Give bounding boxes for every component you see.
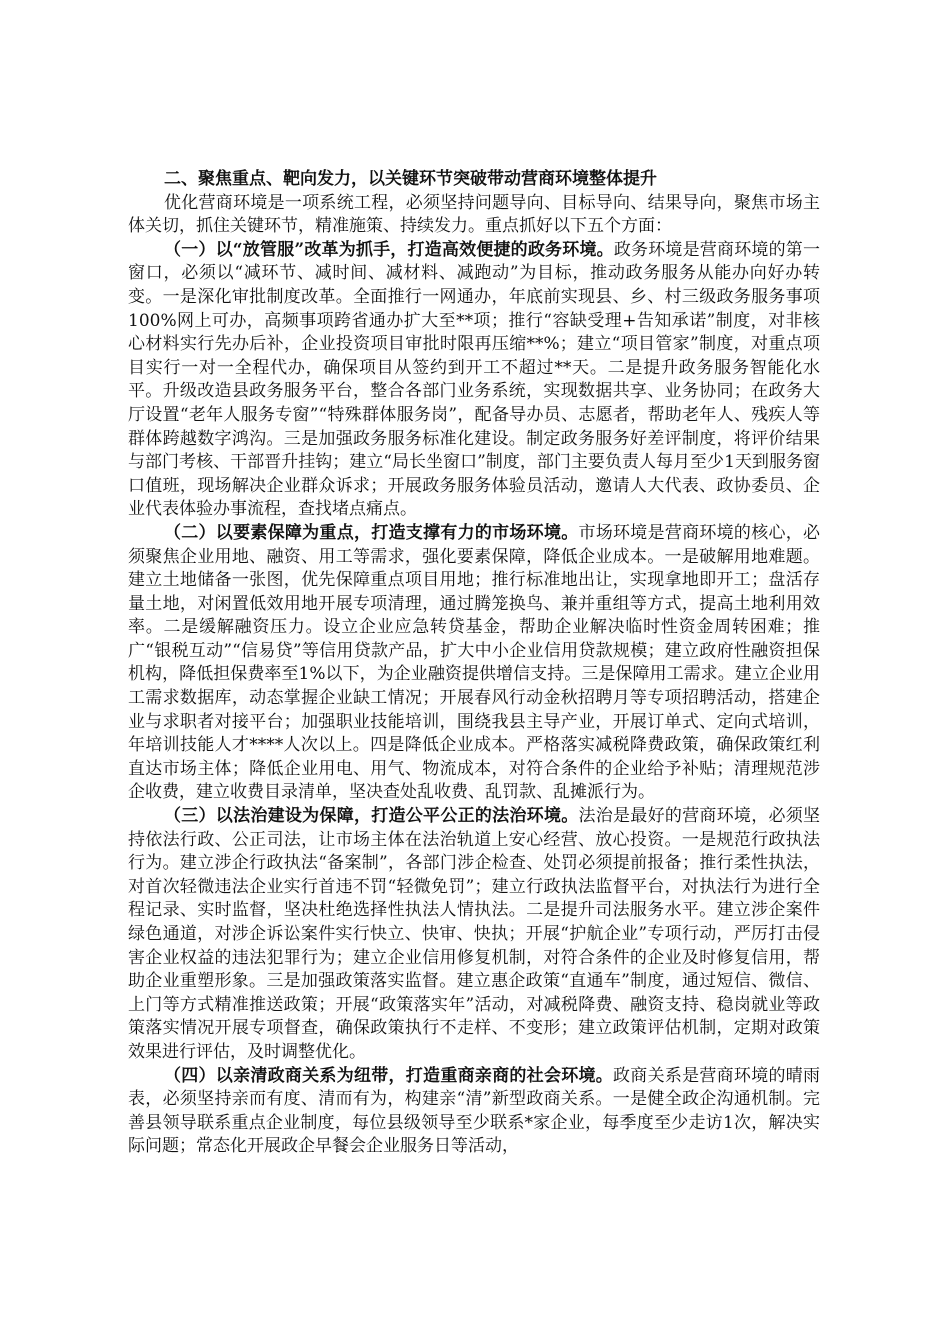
- paragraph-lead: （二）以要素保障为重点，打造支撑有力的市场环境。: [164, 522, 579, 543]
- paragraph-section-3: [128, 805, 820, 1065]
- paragraph-body: 政商关系是营商环境的晴雨表，必须坚持亲而有度、清而有为，构建亲“清”新型政商关系。一是健全政企沟通机制。完善县领导联系重点企业制度，每位县级领导至少联系*家企业，每季度至少走访1次，解决实际问题；常态化开展政企早餐会企业服务日等活动，: [128, 1065, 821, 1157]
- paragraph-body: 政务环境是营商环境的第一窗口，必须以“减环节、减时间、减材料、减跑动”为目标，推动政务服务从能办向好办转变。一是深化审批制度改革。全面推行一网通办，年底前实现县、乡、村三级政务服务事项100%网上可办，高频事项跨省通办扩大至**项；推行“容缺受理+告知承诺”制度，对非核心材料实行先办后补，企业投资项目审批时限再压缩**%；建立“项目管家”制度，对重点项目实行一对一全程代办，确保项目从签约到开工不超过**天。二是提升政务服务智能化水平。升级改造县政务服务平台，整合各部门业务系统，实现数据共享、业务协同；在政务大厅设置“老年人服务专窗”“特殊群体服务岗”，配备导办员、志愿者，帮助老年人、残疾人等群体跨越数字鸿沟。三是加强政务服务标准化建设。制定政务服务好差评制度，将评价结果与部门考核、干部晋升挂钩；建立“局长坐窗口”制度，部门主要负责人每月至少1天到服务窗口值班，现场解决企业群众诉求；开展政务服务体验员活动，邀请人大代表、政协委员、企业代表体验办事流程，查找堵点痛点。: [128, 239, 820, 520]
- section-heading: 二、聚焦重点、靶向发力，以关键环节突破带动营商环境整体提升: [164, 169, 657, 189]
- paragraph-lead: （一）以“放管服”改革为抓手，打造高效便捷的政务环境。: [164, 239, 614, 260]
- paragraph-section-2: [128, 522, 820, 805]
- paragraph-body: 法治是最好的营商环境，必须坚持依法行政、公正司法，让市场主体在法治轨道上安心经营、放心投资。一是规范行政执法行为。建立涉企行政执法“备案制”，各部门涉企检查、处罚必须提前报备；推行柔性执法，对首次轻微违法企业实行首违不罚“轻微免罚”；建立行政执法监督平台，对执法行为进行全程记录、实时监督，坚决杜绝选择性执法人情执法。二是提升司法服务水平。建立涉企案件绿色通道，对涉企诉讼案件实行快立、快审、快执；开展“护航企业”专项行动，严厉打击侵害企业权益的违法犯罪行为；建立企业信用修复机制，对符合条件的企业及时修复信用，帮助企业重塑形象。三是加强政策落实监督。建立惠企政策“直通车”制度，通过短信、微信、上门等方式精准推送政策；开展“政策落实年”活动，对减税降费、融资支持、稳岗就业等政策落实情况开展专项督查，确保政策执行不走样、不变形；建立政策评估机制，定期对政策效果进行评估，及时调整优化。: [128, 806, 821, 1062]
- paragraph-body: 市场环境是营商环境的核心，必须聚焦企业用地、融资、用工等需求，强化要素保障，降低企业成本。一是破解用地难题。建立土地储备一张图，优先保障重点项目用地；推行标准地出让，实现拿地即开工；盘活存量土地，对闲置低效用地开展专项清理，通过腾笼换鸟、兼并重组等方式，提高土地利用效率。二是缓解融资压力。设立企业应急转贷基金，帮助企业解决临时性资金周转困难；推广“银税互动”“信易贷”等信用贷款产品，扩大中小企业信用贷款规模；建立政府性融资担保机构，降低担保费率至1%以下，为企业融资提供增信支持。三是保障用工需求。建立企业用工需求数据库，动态掌握企业缺工情况；开展春风行动金秋招聘月等专项招聘活动，搭建企业与求职者对接平台；加强职业技能培训，围绕我县主导产业，开展订单式、定向式培训，年培训技能人才****人次以上。四是降低企业成本。严格落实减税降费政策，确保政策红利直达市场主体；降低企业用电、用气、物流成本，对符合条件的企业给予补贴；清理规范涉企收费，建立收费目录清单，坚决查处乱收费、乱罚款、乱摊派行为。: [128, 522, 821, 803]
- intro-paragraph: 优化营商环境是一项系统工程，必须坚持问题导向、目标导向、结果导向，聚焦市场主体关切，抓住关键环节，精准施策、持续发力。重点抓好以下五个方面：: [128, 192, 820, 237]
- document-page: [128, 168, 820, 1159]
- paragraph-section-4: [128, 1065, 820, 1159]
- paragraph-lead: （三）以法治建设为保障，打造公平公正的法治环境。: [164, 806, 579, 827]
- paragraph-section-1: [128, 239, 820, 522]
- paragraph-lead: （四）以亲清政商关系为纽带，打造重商亲商的社会环境。: [164, 1065, 614, 1086]
